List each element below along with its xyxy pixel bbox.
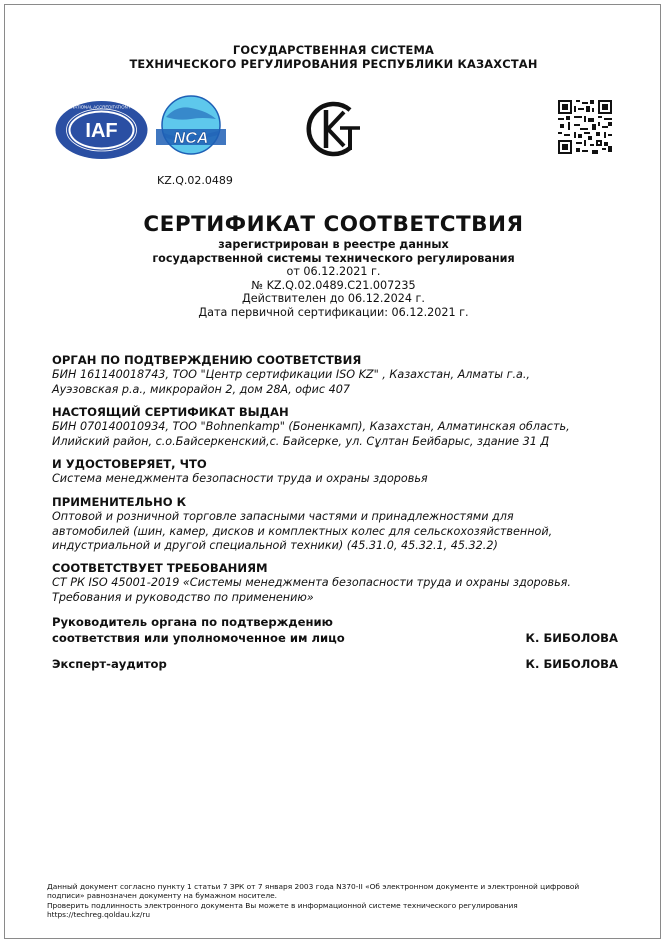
section-text-line: Требования и руководство по применению» [52,590,314,604]
verification-link[interactable]: https://techreg.qoldau.kz/ru [47,910,151,920]
signature-expert [52,656,618,672]
legal-footer [47,882,627,920]
expert-name: К. БИБОЛОВА [525,657,618,671]
section-text-line: Система менеджмента безопасности труда и охраны здоровья [52,472,428,485]
section-heading: И УДОСТОВЕРЯЕТ, ЧТО [52,457,207,471]
section-text-line: БИН 070140010934, ТОО "Bohnenkamp" (Боненкамп), Казахстан, Алматинская область, [52,420,570,433]
registration-line-2: государственной системы технического регулирования [152,251,515,265]
document-header [0,44,667,71]
section-text-line: СТ РК ISO 45001-2019 «Системы менеджмента безопасности труда и охраны здоровья. [52,576,571,589]
section-text-line: БИН 161140018743, ТОО "Центр сертификации ISO KZ" , Казахстан, Алматы г.а., [52,368,530,381]
footer-line: Проверить подлинность электронного документа Вы можете в информационной системе технического регулирования [47,900,518,910]
section-text-line: Ауэзовская р.а., микрорайон 2, дом 28А, офис 407 [52,382,350,396]
section-text-line: Оптовой и розничной торговле запасными частями и принадлежностями для [52,510,514,523]
footer-line: подписи» равнозначен документу на бумажном носителе. [47,891,277,901]
iaf-logo-text: IAF [85,120,118,142]
first-certification-date: Дата первичной сертификации: 06.12.2021 г. [198,305,469,319]
accreditation-number: KZ.Q.02.0489 [157,174,233,187]
section-heading: СООТВЕТСТВУЕТ ТРЕБОВАНИЯМ [52,561,268,575]
header-line-1: ГОСУДАРСТВЕННАЯ СИСТЕМА [232,43,435,57]
signature-head [52,614,618,646]
section-heading: ПРИМЕНИТЕЛЬНО К [52,495,187,509]
nca-logo-text: NCA [173,130,209,147]
registration-line-1: зарегистрирован в реестре данных [218,238,449,251]
signatory-title-line-1: Руководитель органа по подтверждению [52,615,333,629]
section-certification-body [52,354,612,396]
valid-until: Действителен до 06.12.2024 г. [242,292,425,306]
iaf-logo [54,100,149,160]
section-applies-to [52,496,612,553]
qr-code [558,100,612,154]
header-line-2: ТЕХНИЧЕСКОГО РЕГУЛИРОВАНИЯ РЕСПУБЛИКИ КАЗАХСТАН [129,56,538,71]
nca-logo [152,95,230,161]
certificate-number: № KZ.Q.02.0489.C21.007235 [251,278,416,292]
registration-block [0,238,667,320]
section-text-line: индустриальной и другой специальной техники) (45.31.0, 45.32.1, 45.32.2) [52,539,498,553]
signatory-title-line-2: соответствия или уполномоченное им лицо [52,631,345,645]
footer-line: Данный документ согласно пункту 1 статьи 7 ЗРК от 7 января 2003 года N370-II «Об электронном документе и электронной цифровой [47,882,580,891]
section-text-line: Илийский район, с.о.Байсеркенский,с. Байсерке, ул. Сұлтан Бейбарыс, здание 31 Д [52,434,550,448]
section-heading: НАСТОЯЩИЙ СЕРТИФИКАТ ВЫДАН [52,405,289,419]
kst-conformity-mark [304,98,364,160]
section-text-line: автомобилей (шин, камер, дисков и комплектных колес для сельскохозяйственной, [52,524,553,538]
expert-label: Эксперт-аудитор [52,657,167,671]
iaf-ring-text: INTERNATIONAL ACCREDITATION FORUM [58,104,145,110]
section-requirements [52,562,612,604]
section-certifies [52,458,612,486]
section-heading: ОРГАН ПО ПОДТВЕРЖДЕНИЮ СООТВЕТСТВИЯ [52,353,362,367]
registration-date: от 06.12.2021 г. [286,265,381,279]
certificate-title: СЕРТИФИКАТ СООТВЕТСТВИЯ [143,212,524,237]
section-issued-to [52,406,612,448]
signatory-name: К. БИБОЛОВА [525,631,618,645]
